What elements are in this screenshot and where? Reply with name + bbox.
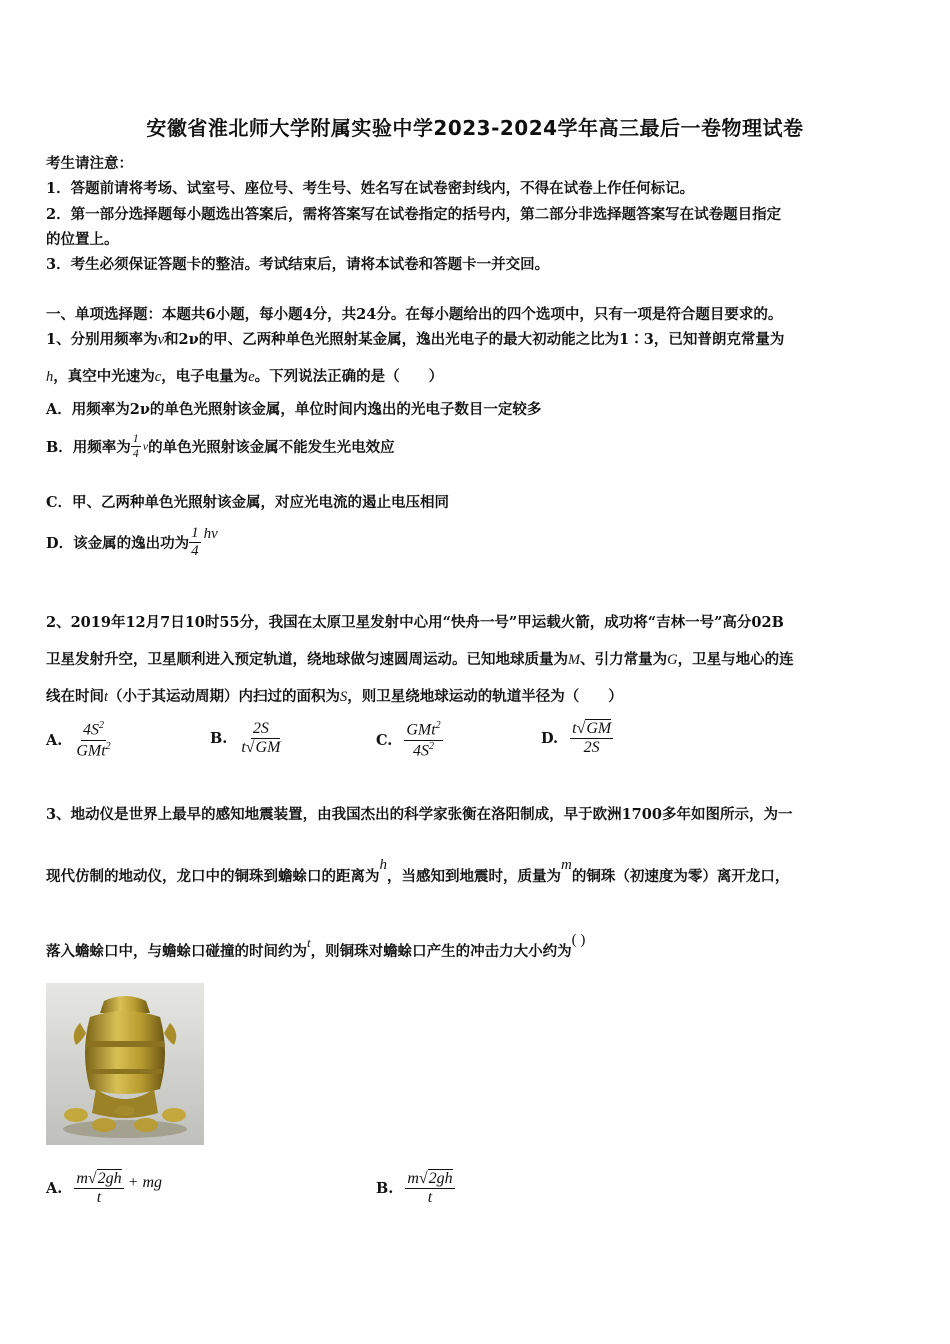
q2-option-d: D. $\frac{t√GM}{2S}$ xyxy=(541,720,612,757)
q1-option-b: B．用频率为 $\frac{1}{4}$ ν 的单色光照射该金属不能发生光电效应 xyxy=(46,431,395,460)
q2-option-b: B. $\frac{2S}{t√GM}$ xyxy=(210,720,281,757)
q1-d-fraction: $\frac{1}{4}$ xyxy=(191,525,199,560)
notice-item-2-cont: 的位置上。 xyxy=(46,231,119,248)
notice-item-2: 2．第一部分选择题每小题选出答案后，需将答案写在试卷指定的括号内，第二部分非选择题答案写在试卷题目指定 xyxy=(46,206,782,223)
q2-stem-line2: 卫星发射升空，卫星顺利进入预定轨道，绕地球做匀速圆周运动。已知地球质量为M、引力常量为G，卫星与地心的连 xyxy=(46,651,794,668)
notice-heading: 考生请注意： xyxy=(46,155,133,172)
section-heading: 一、单项选择题：本题共6小题，每小题4分，共24分。在每小题给出的四个选项中，只有一项是符合题目要求的。 xyxy=(46,306,783,323)
q2-b-fraction: $\frac{2S}{t√GM}$ xyxy=(241,720,281,757)
q1-b-fraction: $\frac{1}{4}$ xyxy=(132,431,139,460)
q3-option-b: B. $\frac{m√2gh}{t}$ xyxy=(376,1170,453,1207)
q3-b-fraction: $\frac{m√2gh}{t}$ xyxy=(407,1170,453,1207)
q1-stem-line1: 1、分别用频率为ν和2ν的甲、乙两种单色光照射某金属，逸出光电子的最大初动能之比为1∶3，已知普朗克常量为 xyxy=(46,331,785,348)
q2-stem-line3: 线在时间t（小于其运动周期）内扫过的面积为S，则卫星绕地球运动的轨道半径为（ ） xyxy=(46,688,623,705)
q3-a-fraction: $\frac{m√2gh}{t}$ xyxy=(76,1170,122,1207)
q1-stem-line2: h，真空中光速为c，电子电量为e。下列说法正确的是（ ） xyxy=(46,368,444,385)
seismograph-photo xyxy=(46,983,204,1145)
q1-option-c: C．甲、乙两种单色光照射该金属，对应光电流的遏止电压相同 xyxy=(46,494,450,511)
q3-stem-line3: 落入蟾蜍口中，与蟾蜍口碰撞的时间约为t，则铜珠对蟾蜍口产生的冲击力大小约为( ) xyxy=(46,932,586,960)
q3-option-a: A. $\frac{m√2gh}{t}$ + mg xyxy=(46,1170,163,1207)
page-title: 安徽省淮北师大学附属实验中学2023-2024学年高三最后一卷物理试卷 xyxy=(146,116,804,140)
q2-option-a: A. $\frac{4S^2}{GMt^2}$ xyxy=(46,720,111,760)
q2-option-c: C. $\frac{GMt^2}{4S^2}$ xyxy=(376,720,441,760)
q3-stem-line1: 3、地动仪是世界上最早的感知地震装置，由我国杰出的科学家张衡在洛阳制成，早于欧洲1700多年如图所示，为一 xyxy=(46,806,793,823)
notice-item-3: 3．考生必须保证答题卡的整洁。考试结束后，请将本试卷和答题卡一并交回。 xyxy=(46,256,550,273)
q1-option-a: A．用频率为2ν的单色光照射该金属，单位时间内逸出的光电子数目一定较多 xyxy=(46,401,542,418)
q3-stem-line2: 现代仿制的地动仪，龙口中的铜珠到蟾蜍口的距离为h，当感知到地震时，质量为m的铜珠（初速度为零）离开龙口， xyxy=(46,857,790,885)
notice-item-1: 1．答题前请将考场、试室号、座位号、考生号、姓名写在试卷密封线内，不得在试卷上作任何标记。 xyxy=(46,180,695,197)
q2-stem-line1: 2、2019年12月7日10时55分，我国在太原卫星发射中心用“快舟一号”甲运载火箭，成功将“吉林一号”高分02B xyxy=(46,614,784,631)
q1-option-d: D．该金属的逸出功为 $\frac{1}{4}$ hν xyxy=(46,525,218,560)
q2-d-fraction: $\frac{t√GM}{2S}$ xyxy=(572,720,612,757)
q2-c-fraction: $\frac{GMt^2}{4S^2}$ xyxy=(406,720,441,760)
q2-a-fraction: $\frac{4S^2}{GMt^2}$ xyxy=(76,720,111,760)
